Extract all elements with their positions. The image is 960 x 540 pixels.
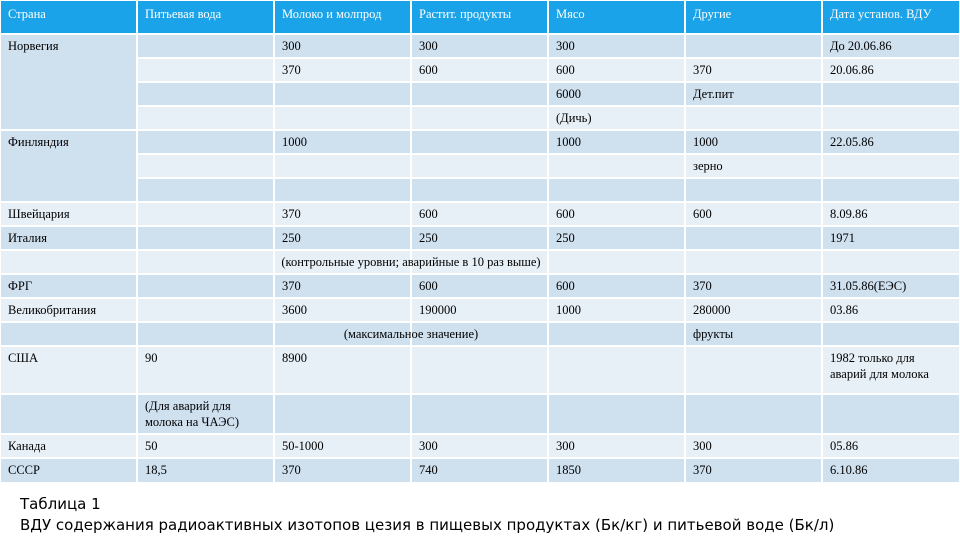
cell-meat: 300 bbox=[549, 35, 684, 57]
cell-date: 1982 только для аварий для молока bbox=[823, 347, 959, 393]
cell-plant-products bbox=[412, 131, 547, 153]
cell-country: Италия bbox=[1, 227, 136, 249]
cell-meat bbox=[549, 179, 684, 201]
cell-date bbox=[823, 323, 959, 345]
header-drinking-water: Питьевая вода bbox=[138, 1, 273, 33]
header-other: Другие bbox=[686, 1, 821, 33]
cell-milk bbox=[275, 179, 410, 201]
cell-country: США bbox=[1, 347, 136, 393]
caption-description: ВДУ содержания радиоактивных изотопов цезия в пищевых продуктах (Бк/кг) и питьевой воде (Бк/л) bbox=[20, 516, 835, 534]
cell-drinking-water: 90 bbox=[138, 347, 273, 393]
cell-other: 600 bbox=[686, 203, 821, 225]
cell-drinking-water bbox=[138, 227, 273, 249]
header-country: Страна bbox=[1, 1, 136, 33]
cell-drinking-water bbox=[138, 203, 273, 225]
cell-other bbox=[686, 35, 821, 57]
cell-drinking-water: (Для аварий для молока на ЧАЭС) bbox=[138, 395, 273, 433]
header-date: Дата установ. ВДУ bbox=[823, 1, 959, 33]
cell-milk: 300 bbox=[275, 35, 410, 57]
cell-other bbox=[686, 251, 821, 273]
cell-other bbox=[686, 179, 821, 201]
cell-meat: 300 bbox=[549, 435, 684, 457]
cell-milk: 370 bbox=[275, 203, 410, 225]
cell-drinking-water bbox=[138, 155, 273, 177]
cell-date: 8.09.86 bbox=[823, 203, 959, 225]
cell-country: ФРГ bbox=[1, 275, 136, 297]
cell-country: Канада bbox=[1, 435, 136, 457]
cell-date: 1971 bbox=[823, 227, 959, 249]
cell-meat: 600 bbox=[549, 59, 684, 81]
uk-note: (максимальное значение) bbox=[343, 327, 479, 341]
cell-milk bbox=[275, 395, 410, 433]
cell-plant-products: 300 bbox=[412, 35, 547, 57]
cell-plant-products bbox=[412, 107, 547, 129]
cell-milk: 370 bbox=[275, 59, 410, 81]
cell-country: Финляндия bbox=[1, 131, 136, 201]
cell-country: Норвегия bbox=[1, 35, 136, 129]
cell-plant-products bbox=[412, 179, 547, 201]
cell-drinking-water bbox=[138, 179, 273, 201]
cell-drinking-water bbox=[138, 299, 273, 321]
cell-other bbox=[686, 395, 821, 433]
cell-date bbox=[823, 251, 959, 273]
cell-drinking-water bbox=[138, 83, 273, 105]
cell-other: фрукты bbox=[686, 323, 821, 345]
cell-country bbox=[1, 251, 136, 273]
cell-date: 6.10.86 bbox=[823, 459, 959, 482]
cell-meat: 250 bbox=[549, 227, 684, 249]
cell-meat: 1000 bbox=[549, 131, 684, 153]
cell-country: Швейцария bbox=[1, 203, 136, 225]
cell-date bbox=[823, 155, 959, 177]
header-plant-products: Растит. продукты bbox=[412, 1, 547, 33]
cell-milk: 3600 bbox=[275, 299, 410, 321]
cell-drinking-water bbox=[138, 131, 273, 153]
cell-other: 370 bbox=[686, 59, 821, 81]
cell-date: 20.06.86 bbox=[823, 59, 959, 81]
cell-plant-products: 300 bbox=[412, 435, 547, 457]
header-meat: Мясо bbox=[549, 1, 684, 33]
cell-date bbox=[823, 395, 959, 433]
cell-meat: 1000 bbox=[549, 299, 684, 321]
cell-plant-products bbox=[412, 395, 547, 433]
cell-country: Великобритания bbox=[1, 299, 136, 321]
cell-meat bbox=[549, 347, 684, 393]
header-milk: Молоко и молпрод bbox=[275, 1, 410, 33]
cell-country: СССР bbox=[1, 459, 136, 482]
cell-other bbox=[686, 107, 821, 129]
cell-other: Дет.пит bbox=[686, 83, 821, 105]
cell-milk: 250 bbox=[275, 227, 410, 249]
cell-drinking-water: 18,5 bbox=[138, 459, 273, 482]
cell-plant-products: 600 bbox=[412, 203, 547, 225]
cell-plant-products: 600 bbox=[412, 59, 547, 81]
cell-meat: 1850 bbox=[549, 459, 684, 482]
table-caption bbox=[20, 494, 834, 536]
cell-date: До 20.06.86 bbox=[823, 35, 959, 57]
cell-date: 03.86 bbox=[823, 299, 959, 321]
cell-milk bbox=[275, 107, 410, 129]
cell-meat: 6000 bbox=[549, 83, 684, 105]
cell-milk: 1000 bbox=[275, 131, 410, 153]
cell-milk: 370 bbox=[275, 459, 410, 482]
cell-meat: 600 bbox=[549, 275, 684, 297]
cell-plant-products bbox=[412, 347, 547, 393]
cell-date: 31.05.86(ЕЭС) bbox=[823, 275, 959, 297]
cell-plant-products bbox=[412, 83, 547, 105]
cell-plant-products bbox=[412, 155, 547, 177]
cell-drinking-water: 50 bbox=[138, 435, 273, 457]
cell-country bbox=[1, 323, 136, 345]
cell-milk bbox=[275, 83, 410, 105]
cell-plant-products: 190000 bbox=[412, 299, 547, 321]
cell-meat bbox=[549, 155, 684, 177]
cell-date bbox=[823, 107, 959, 129]
cell-milk: 370 bbox=[275, 275, 410, 297]
cell-other: зерно bbox=[686, 155, 821, 177]
cell-milk: 50-1000 bbox=[275, 435, 410, 457]
cell-meat: 600 bbox=[549, 203, 684, 225]
cell-date: 22.05.86 bbox=[823, 131, 959, 153]
cell-milk: 8900 bbox=[275, 347, 410, 393]
cell-date: 05.86 bbox=[823, 435, 959, 457]
cell-date bbox=[823, 83, 959, 105]
cell-date bbox=[823, 179, 959, 201]
cell-drinking-water bbox=[138, 59, 273, 81]
italy-note: (контрольные уровни; аварийные в 10 раз выше) bbox=[281, 255, 541, 269]
cell-other: 1000 bbox=[686, 131, 821, 153]
cell-meat bbox=[549, 395, 684, 433]
cell-plant-products: 740 bbox=[412, 459, 547, 482]
cell-plant-products: 250 bbox=[412, 227, 547, 249]
cell-other bbox=[686, 347, 821, 393]
cell-other: 300 bbox=[686, 435, 821, 457]
cell-country bbox=[1, 395, 136, 433]
caption-title: Таблица 1 bbox=[20, 495, 101, 513]
cell-meat: (Дичь) bbox=[549, 107, 684, 129]
cell-drinking-water bbox=[138, 35, 273, 57]
cell-other: 370 bbox=[686, 459, 821, 482]
cell-other: 280000 bbox=[686, 299, 821, 321]
cell-drinking-water bbox=[138, 275, 273, 297]
cell-other: 370 bbox=[686, 275, 821, 297]
cell-plant-products: 600 bbox=[412, 275, 547, 297]
cell-drinking-water bbox=[138, 107, 273, 129]
cell-milk bbox=[275, 155, 410, 177]
cell-other bbox=[686, 227, 821, 249]
